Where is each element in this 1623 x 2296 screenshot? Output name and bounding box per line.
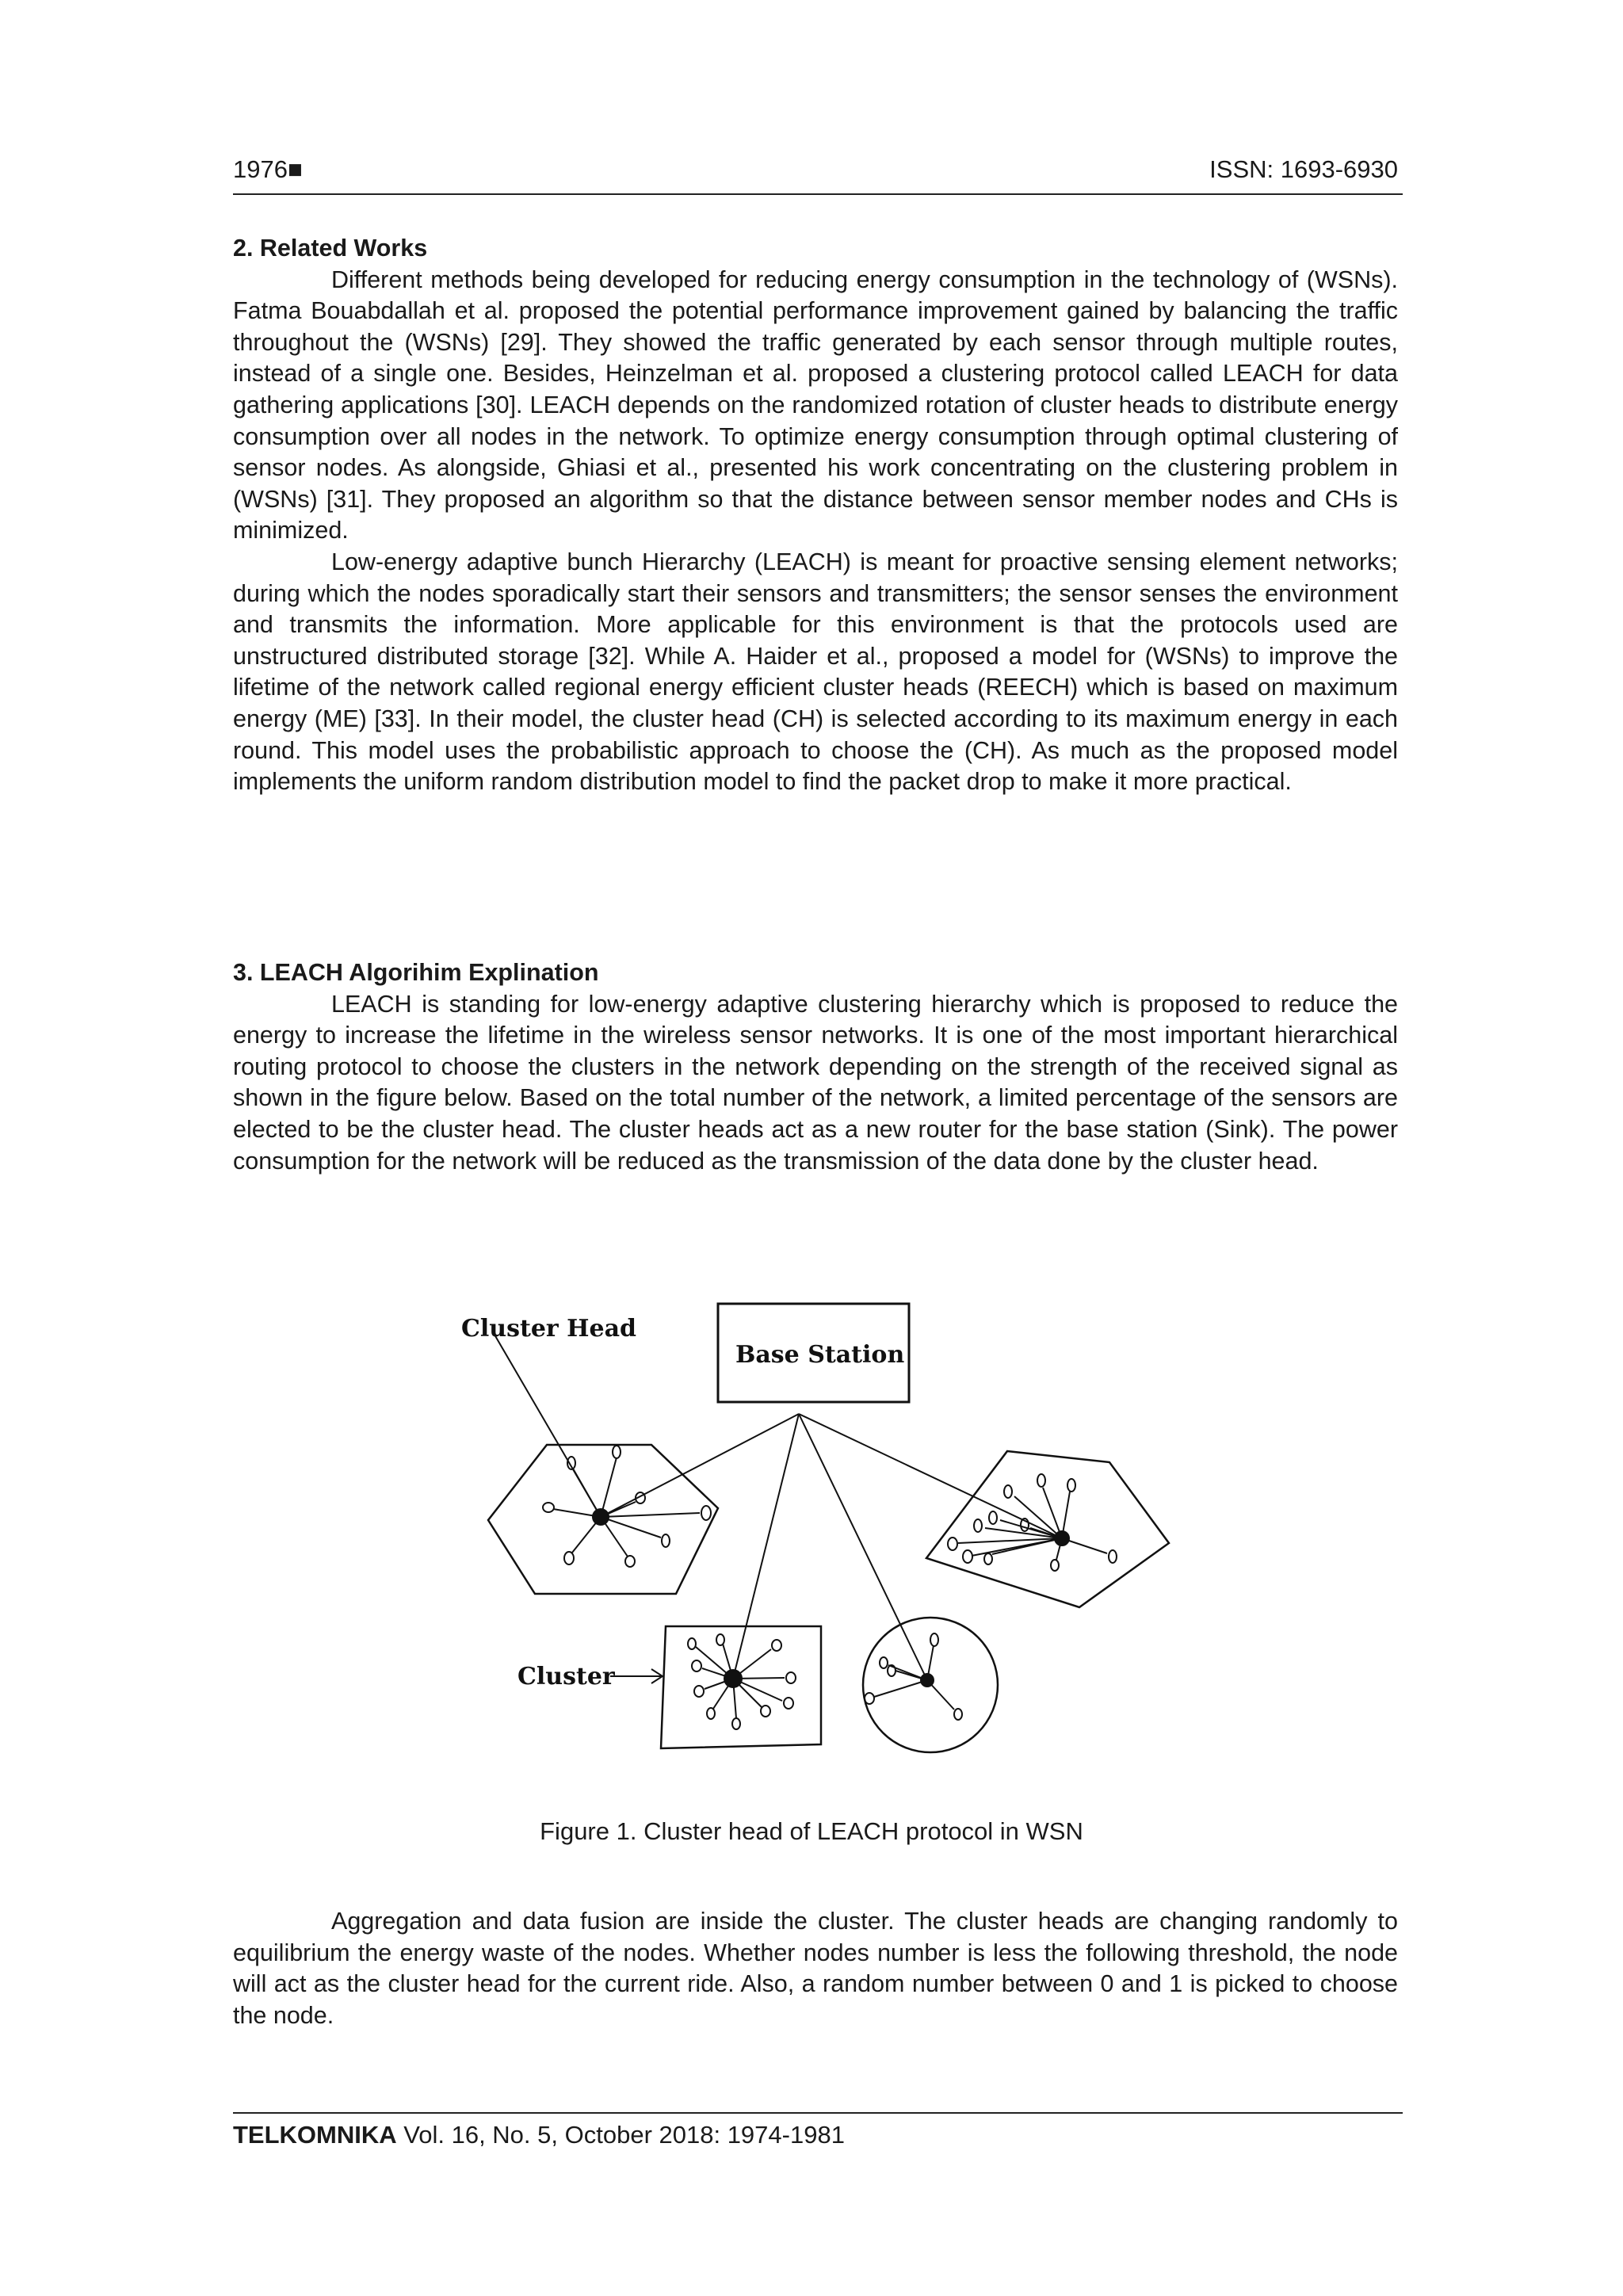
leach-cluster-diagram — [428, 1290, 1205, 1782]
cluster-head-node — [921, 1674, 934, 1687]
cluster-head-node — [593, 1509, 609, 1525]
cluster-pentagon — [926, 1451, 1169, 1607]
paragraph: LEACH is standing for low-energy adaptive clustering hierarchy which is proposed to reduce the energy to increase the lifetime in the wireless sensor networks. It is one of the most important hierarchical routing protocol to choose the clusters in the network depending on the strength of the received signal as shown in the figure below. Based on the total number of the network, a limited percentage of the sensors are elected to be the cluster head. The cluster heads act as a new router for the base station (Sink). The power consumption for the network will be reduced as the transmission of the data done by the cluster head. — [233, 990, 1398, 1175]
footer-rule — [233, 2112, 1403, 2114]
running-footer — [233, 2121, 845, 2149]
section-title: 3. LEACH Algorihim Explination — [233, 959, 599, 986]
section-leach-explanation — [233, 957, 1398, 1177]
journal-name: TELKOMNIKA — [233, 2121, 397, 2149]
journal-details: Vol. 16, No. 5, October 2018: 1974-1981 — [396, 2121, 845, 2149]
figure-label-cluster-head: Cluster Head — [461, 1315, 637, 1343]
paragraph: Aggregation and data fusion are inside the cluster. The cluster heads are changing randomly to equilibrium the energy waste of the nodes. Whether nodes number is less the following threshold, the node will act as the cluster head for the current ride. Also, a random number between 0 and 1 is picked to choose the node. — [233, 1908, 1398, 2029]
figure-label-base-station: Base Station — [735, 1341, 905, 1369]
paragraph: Low-energy adaptive bunch Hierarchy (LEACH) is meant for proactive sensing element networks; during which the nodes sporadically start their sensors and transmitters; the sensor senses the environment and transmits the information. More applicable for this environment is that the protocols used are unstructured distributed storage [32]. While A. Haider et al., proposed a model for (WSNs) to improve the lifetime of the network called regional energy efficient cluster heads (REECH) which is based on maximum energy (ME) [33]. In their model, the cluster head (CH) is selected according to its maximum energy in each round. This model uses the probabilistic approach to choose the (CH). As much as the proposed model implements the uniform random distribution model to find the packet drop to make it more practical. — [233, 548, 1398, 796]
figure-label-cluster: Cluster — [517, 1663, 615, 1690]
figure-caption: Figure 1. Cluster head of LEACH protocol in WSN — [540, 1817, 1083, 1845]
section-title: 2. Related Works — [233, 235, 428, 262]
cluster-head-node — [724, 1670, 742, 1687]
header-rule — [233, 193, 1403, 195]
page-number: 1976■ — [233, 155, 303, 183]
cluster-head-node — [1055, 1531, 1069, 1545]
paragraph: Different methods being developed for reducing energy consumption in the technology of (WSNs). Fatma Bouabdallah et al. proposed the potential performance improvement gained by balancing the traffic throughout the (WSNs) [29]. They showed the traffic generated by each sensor through multiple routes, instead of a single one. Besides, Heinzelman et al. proposed a clustering protocol called LEACH for data gathering applications [30]. LEACH depends on the randomized rotation of cluster heads to distribute energy consumption over all nodes in the network. To optimize energy consumption through optimal clustering of sensor nodes. As alongside, Ghiasi et al., presented his work concentrating on the clustering problem in (WSNs) [31]. They proposed an algorithm so that the distance between sensor member nodes and CHs is minimized. — [233, 266, 1398, 544]
section-related-works — [233, 233, 1398, 798]
issn: ISSN: 1693-6930 — [1209, 155, 1398, 183]
section-after-figure — [233, 1906, 1398, 2031]
